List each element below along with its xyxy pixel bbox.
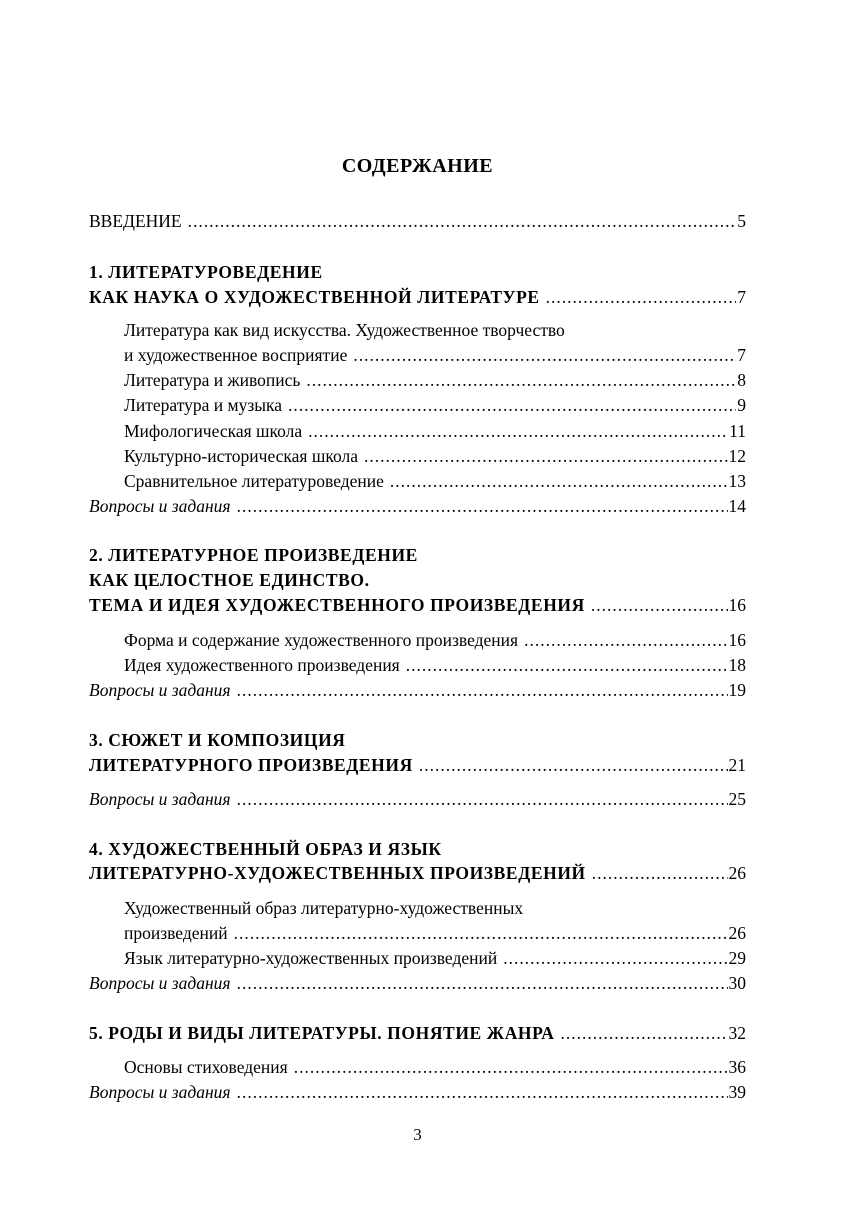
toc-entry-label: Вопросы и задания	[89, 496, 231, 516]
section-3-heading-line-1[interactable]: 3. СЮЖЕТ И КОМПОЗИЦИЯ	[89, 730, 346, 750]
toc-entry-1-questions[interactable]	[89, 494, 746, 518]
toc-entry-4-questions[interactable]	[89, 971, 746, 995]
section-2-heading-line-1[interactable]: 2. ЛИТЕРАТУРНОЕ ПРОИЗВЕДЕНИЕ	[89, 545, 418, 565]
toc-entry-4-1[interactable]	[124, 921, 746, 945]
leader-dots	[364, 444, 728, 468]
section-3-heading[interactable]	[89, 753, 746, 777]
toc-entry-label: Форма и содержание художественного произведения	[124, 630, 519, 650]
toc-entry-1-2[interactable]	[124, 368, 746, 392]
toc-entry-1-4[interactable]	[124, 419, 746, 443]
toc-entry-label: Культурно-историческая школа	[124, 446, 358, 466]
leader-dots	[188, 209, 737, 233]
toc-entry-label: ТЕМА И ИДЕЯ ХУДОЖЕСТВЕННОГО ПРОИЗВЕДЕНИЯ	[89, 595, 585, 615]
toc-entry-page: 8	[737, 370, 746, 390]
toc-entry-2-questions[interactable]	[89, 678, 746, 702]
toc-entry-page: 30	[728, 973, 746, 993]
toc-entry-2-1[interactable]	[124, 628, 746, 652]
leader-dots	[237, 678, 728, 702]
toc-entry-label: Вопросы и задания	[89, 680, 231, 700]
toc-entry-1-1-line-1[interactable]: Литература как вид искусства. Художественное творчество	[124, 320, 565, 340]
toc-entry-page: 26	[728, 923, 746, 943]
section-1-heading[interactable]	[89, 285, 746, 309]
toc-entry-5-questions[interactable]	[89, 1080, 746, 1104]
toc-entry-label: Идея художественного произведения	[124, 655, 400, 675]
toc-entry-page: 29	[728, 948, 746, 968]
leader-dots	[237, 787, 728, 811]
toc-entry-label: ЛИТЕРАТУРНО-ХУДОЖЕСТВЕННЫХ ПРОИЗВЕДЕНИЙ	[89, 863, 586, 883]
toc-entry-page: 13	[728, 471, 746, 491]
section-2-heading[interactable]	[89, 593, 746, 617]
leader-dots	[294, 1055, 728, 1079]
leader-dots	[503, 946, 727, 970]
toc-entry-intro[interactable]	[89, 209, 746, 233]
toc-entry-3-questions[interactable]	[89, 787, 746, 811]
toc-entry-1-6[interactable]	[124, 469, 746, 493]
toc-entry-label: Мифологическая школа	[124, 421, 303, 441]
leader-dots	[234, 921, 728, 945]
toc-entry-page: 21	[728, 755, 746, 775]
toc-entry-page: 11	[729, 421, 746, 441]
leader-dots	[308, 419, 728, 443]
leader-dots	[592, 861, 728, 885]
toc-entry-5-1[interactable]	[124, 1055, 746, 1079]
toc-entry-page: 16	[728, 630, 746, 650]
toc-entry-page: 25	[728, 789, 746, 809]
section-4-heading-line-1[interactable]: 4. ХУДОЖЕСТВЕННЫЙ ОБРАЗ И ЯЗЫК	[89, 839, 442, 859]
page-title: СОДЕРЖАНИЕ	[341, 155, 494, 177]
toc-entry-label: Вопросы и задания	[89, 1082, 231, 1102]
leader-dots	[237, 971, 728, 995]
toc-entry-label: Сравнительное литературоведение	[124, 471, 384, 491]
toc-entry-1-1[interactable]	[124, 343, 746, 367]
leader-dots	[288, 393, 736, 417]
toc-entry-page: 18	[728, 655, 746, 675]
section-5-heading[interactable]	[89, 1021, 746, 1045]
leader-dots	[560, 1021, 727, 1045]
page-number: 3	[413, 1125, 422, 1144]
toc-entry-page: 14	[728, 496, 746, 516]
toc-entry-page: 39	[728, 1082, 746, 1102]
toc-entry-1-5[interactable]	[124, 444, 746, 468]
leader-dots	[237, 494, 728, 518]
toc-entry-label: Литература и живопись	[124, 370, 301, 390]
section-2-heading-line-2[interactable]: КАК ЦЕЛОСТНОЕ ЕДИНСТВО.	[89, 570, 370, 590]
toc-entry-label: КАК НАУКА О ХУДОЖЕСТВЕННОЙ ЛИТЕРАТУРЕ	[89, 287, 540, 307]
toc-entry-2-2[interactable]	[124, 653, 746, 677]
toc-entry-1-3[interactable]	[124, 393, 746, 417]
toc-entry-label: и художественное восприятие	[124, 345, 348, 365]
leader-dots	[546, 285, 737, 309]
toc-entry-label: 5. РОДЫ И ВИДЫ ЛИТЕРАТУРЫ. ПОНЯТИЕ ЖАНРА	[89, 1023, 555, 1043]
toc-entry-page: 5	[737, 211, 746, 231]
toc-entry-label: Основы стиховедения	[124, 1057, 288, 1077]
leader-dots	[390, 469, 728, 493]
toc-entry-page: 7	[737, 345, 746, 365]
leader-dots	[524, 628, 727, 652]
leader-dots	[419, 753, 728, 777]
toc-entry-4-2[interactable]	[124, 946, 746, 970]
leader-dots	[591, 593, 728, 617]
toc-entry-label: ВВЕДЕНИЕ	[89, 211, 182, 231]
toc-entry-page: 9	[737, 395, 746, 415]
section-4-heading[interactable]	[89, 861, 746, 885]
toc-entry-label: произведений	[124, 923, 228, 943]
toc-entry-page: 36	[728, 1057, 746, 1077]
toc-entry-label: Вопросы и задания	[89, 789, 231, 809]
section-1-heading-line-1[interactable]: 1. ЛИТЕРАТУРОВЕДЕНИЕ	[89, 262, 323, 282]
toc-entry-page: 12	[728, 446, 746, 466]
leader-dots	[237, 1080, 728, 1104]
toc-entry-label: ЛИТЕРАТУРНОГО ПРОИЗВЕДЕНИЯ	[89, 755, 413, 775]
leader-dots	[406, 653, 728, 677]
leader-dots	[306, 368, 736, 392]
toc-entry-label: Вопросы и задания	[89, 973, 231, 993]
leader-dots	[353, 343, 736, 367]
toc-entry-4-1-line-1[interactable]: Художественный образ литературно-художественных	[124, 898, 524, 918]
toc-entry-page: 16	[728, 595, 746, 615]
toc-entry-label: Язык литературно-художественных произведений	[124, 948, 498, 968]
toc-entry-page: 19	[728, 680, 746, 700]
toc-entry-page: 26	[728, 863, 746, 883]
toc-entry-page: 32	[728, 1023, 746, 1043]
toc-entry-label: Литература и музыка	[124, 395, 283, 415]
toc-entry-page: 7	[737, 287, 746, 307]
